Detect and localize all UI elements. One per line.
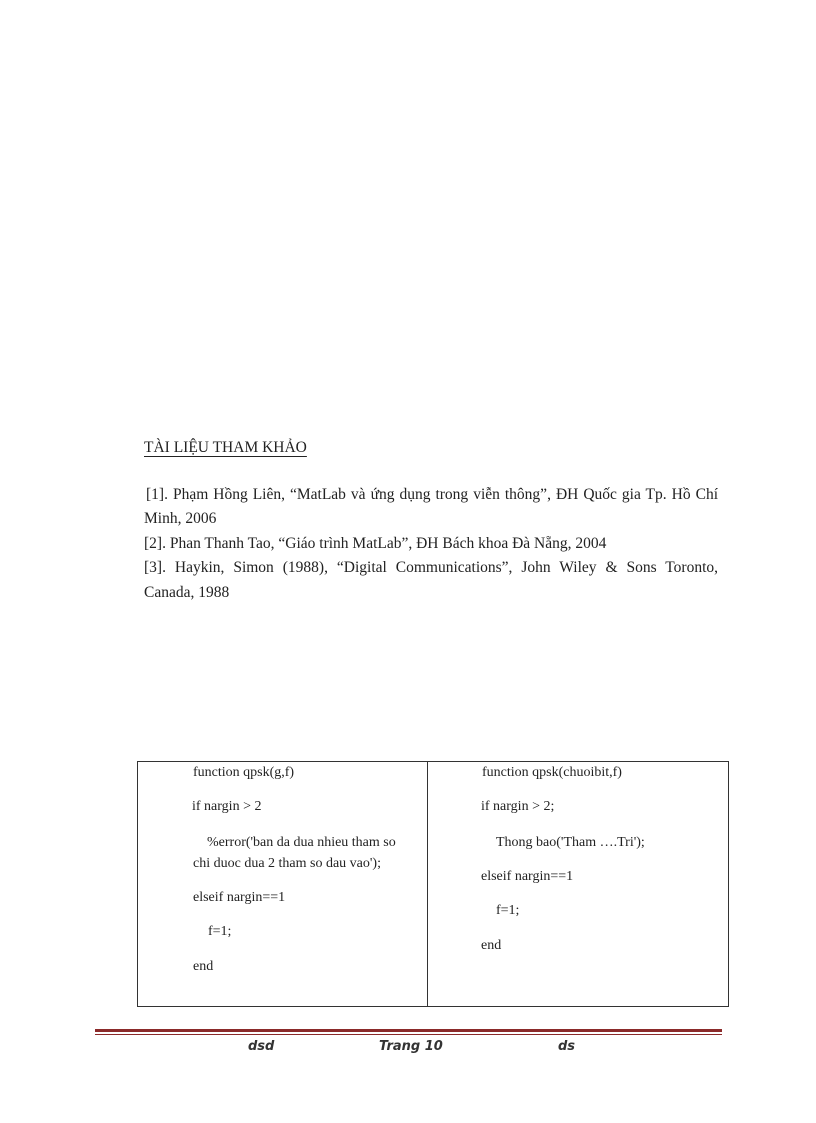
- code-line: end: [193, 959, 214, 974]
- reference-item-1: [1]. Phạm Hồng Liên, “MatLab và ứng dụng trong viễn thông”, ĐH Quốc gia Tp. Hồ Chí Minh, 2006: [144, 485, 718, 527]
- footer-right-text: ds: [558, 1039, 576, 1054]
- code-line: chi duoc dua 2 tham so dau vao');: [193, 856, 381, 871]
- reference-item-2: [2]. Phan Thanh Tao, “Giáo trình MatLab”, ĐH Bách khoa Đà Nẵng, 2004: [144, 534, 607, 552]
- code-line: end: [481, 938, 502, 953]
- code-column-right: [428, 762, 728, 1006]
- code-line: elseif nargin==1: [481, 869, 574, 884]
- code-line: %error('ban da dua nhieu tham so: [207, 835, 396, 850]
- code-line: f=1;: [208, 924, 232, 939]
- code-line: elseif nargin==1: [193, 890, 286, 905]
- footer-divider-thin: [95, 1034, 722, 1035]
- references-heading: TÀI LIỆU THAM KHẢO: [144, 439, 307, 456]
- code-line: f=1;: [496, 903, 520, 918]
- reference-item-3: [3]. Haykin, Simon (1988), “Digital Communications”, John Wiley & Sons Toronto, Canada, 1988: [144, 559, 718, 601]
- code-line: if nargin > 2;: [481, 799, 555, 814]
- code-column-left: [138, 762, 428, 1006]
- code-line: function qpsk(g,f): [193, 765, 295, 780]
- code-line: Thong bao('Tham ….Tri');: [496, 835, 645, 850]
- references-section: [144, 436, 718, 605]
- code-line: if nargin > 2: [192, 799, 262, 814]
- footer-divider: [95, 1029, 722, 1032]
- footer-page-number: Trang 10: [379, 1039, 443, 1054]
- code-line: function qpsk(chuoibit,f): [482, 765, 622, 780]
- code-comparison-table: [137, 761, 729, 1007]
- footer-left-text: dsd: [248, 1039, 275, 1054]
